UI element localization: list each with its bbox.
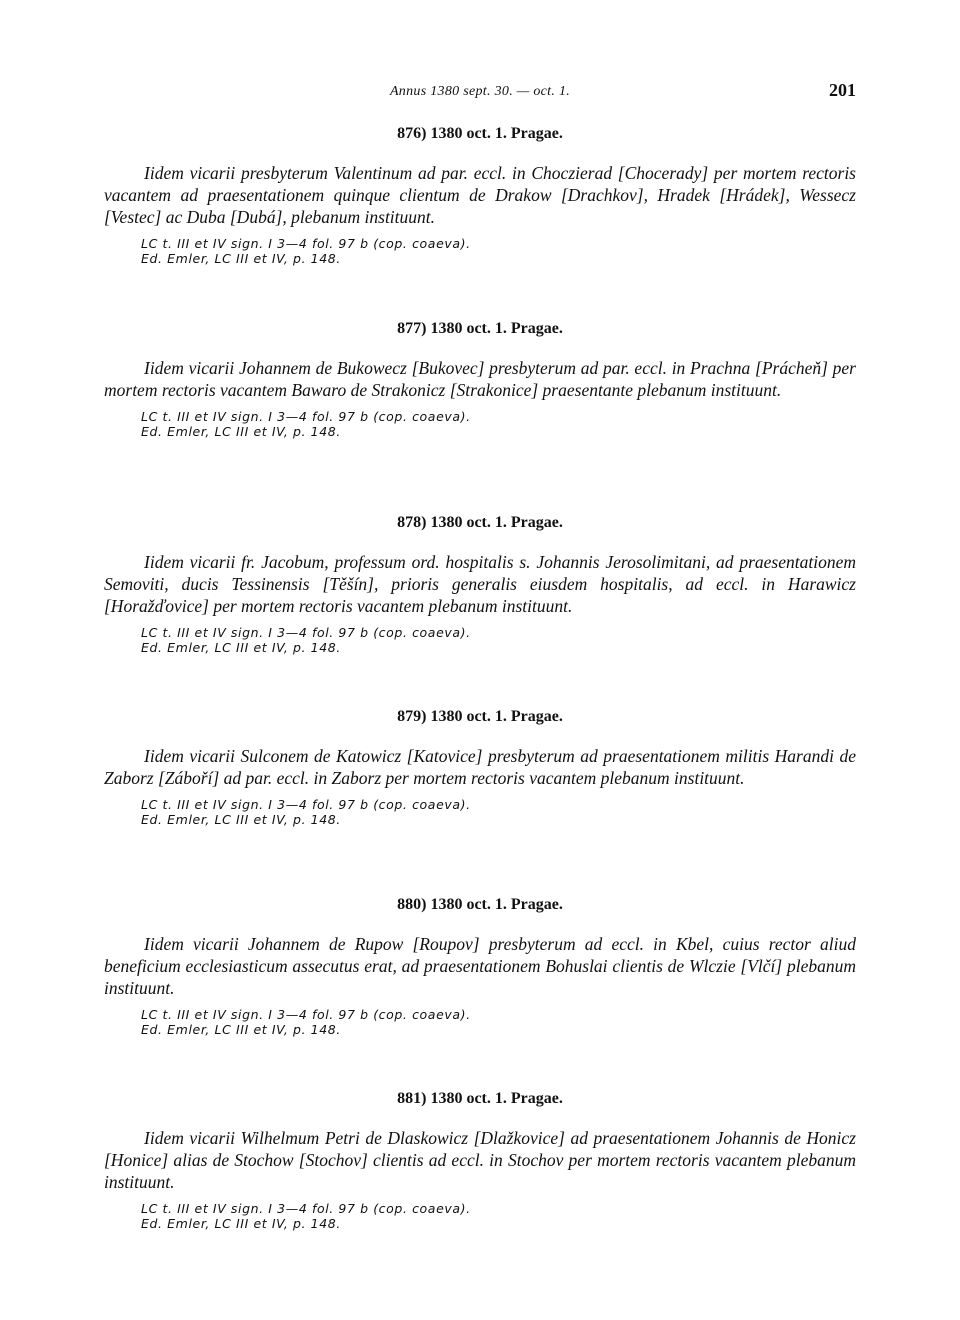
entry-text: Iidem vicarii fr. Jacobum, professum ord. hospitalis s. Johannis Jerosolimitani, ad praesentationem Semoviti, ducis Tessinensis [Těšín], prioris generalis eiusdem hospitalis, ad eccl. in Harawicz [Horažďovice] per mortem rectoris vacantem plebanum instituunt. — [104, 552, 856, 616]
running-head: Annus 1380 sept. 30. — oct. 1. — [389, 84, 571, 99]
source-reference: LC t. III et IV sign. I 3—4 fol. 97 b (cop. coaeva). — [141, 797, 471, 812]
source-reference: LC t. III et IV sign. I 3—4 fol. 97 b (cop. coaeva). — [141, 1201, 471, 1216]
edition-reference: Ed. Emler, LC III et IV, p. 148. — [141, 1216, 341, 1231]
edition-reference: Ed. Emler, LC III et IV, p. 148. — [141, 640, 341, 655]
edition-reference: Ed. Emler, LC III et IV, p. 148. — [141, 251, 341, 266]
entry-heading: 876) 1380 oct. 1. Pragae. — [397, 125, 563, 142]
page-number: 201 — [829, 80, 856, 100]
entry-heading: 879) 1380 oct. 1. Pragae. — [397, 708, 563, 725]
entry-text: Iidem vicarii Johannem de Bukowecz [Bukovec] presbyterum ad par. eccl. in Prachna [Prácheň] per mortem rectoris vacantem Bawaro de Strakonicz [Strakonice] praesentante plebanum instituunt. — [104, 358, 856, 400]
source-reference: LC t. III et IV sign. I 3—4 fol. 97 b (cop. coaeva). — [141, 625, 471, 640]
entry-heading: 880) 1380 oct. 1. Pragae. — [397, 896, 563, 913]
entry-text: Iidem vicarii Sulconem de Katowicz [Katovice] presbyterum ad praesentationem militis Harandi de Zaborz [Záboří] ad par. eccl. in Zaborz per mortem rectoris vacantem plebanum instituunt. — [104, 746, 856, 788]
source-reference: LC t. III et IV sign. I 3—4 fol. 97 b (cop. coaeva). — [141, 1007, 471, 1022]
entry-heading: 877) 1380 oct. 1. Pragae. — [397, 320, 563, 337]
entry-text: Iidem vicarii presbyterum Valentinum ad par. eccl. in Choczierad [Chocerady] per mortem rectoris vacantem ad praesentationem quinque clientum de Drakow [Drachkov], Hradek [Hrádek], Wessecz [Vestec] ac Duba [Dubá], plebanum instituunt. — [104, 163, 856, 227]
entry-877 — [104, 319, 856, 439]
entry-878 — [104, 513, 856, 655]
entry-text: Iidem vicarii Wilhelmum Petri de Dlaskowicz [Dlažkovice] ad praesentationem Johannis de Honicz [Honice] alias de Stochow [Stochov] clientis ad eccl. in Stochov per mortem rectoris vacantem plebanum instituunt. — [104, 1128, 856, 1192]
entry-879 — [104, 707, 856, 827]
edition-reference: Ed. Emler, LC III et IV, p. 148. — [141, 1022, 341, 1037]
entry-876 — [104, 124, 856, 266]
source-reference: LC t. III et IV sign. I 3—4 fol. 97 b (cop. coaeva). — [141, 409, 471, 424]
entry-heading: 881) 1380 oct. 1. Pragae. — [397, 1090, 563, 1107]
entry-heading: 878) 1380 oct. 1. Pragae. — [397, 514, 563, 531]
entry-text: Iidem vicarii Johannem de Rupow [Roupov] presbyterum ad eccl. in Kbel, cuius rector aliud beneficium ecclesiasticum assecutus erat, ad praesentationem Bohuslai clientis de Wlczie [Vlčí] plebanum instituunt. — [104, 934, 856, 998]
edition-reference: Ed. Emler, LC III et IV, p. 148. — [141, 812, 341, 827]
edition-reference: Ed. Emler, LC III et IV, p. 148. — [141, 424, 341, 439]
entry-880 — [104, 895, 856, 1037]
source-reference: LC t. III et IV sign. I 3—4 fol. 97 b (cop. coaeva). — [141, 236, 471, 251]
entry-881 — [104, 1089, 856, 1231]
